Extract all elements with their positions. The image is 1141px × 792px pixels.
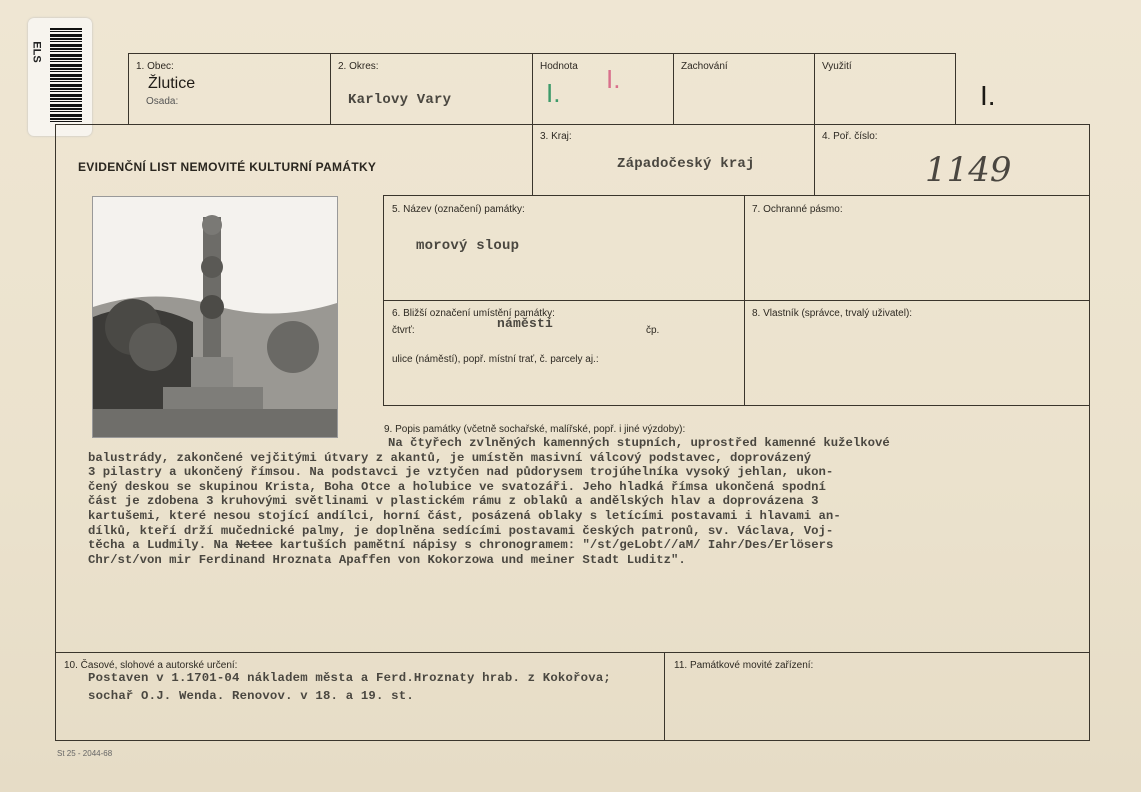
grid-line	[955, 53, 956, 124]
popis-line: 3 pilastry a ukončený římsou. Na podstavci je vztyčen nad půdorysem trojúhelníka vysoký jehlan, ukon-	[88, 465, 834, 480]
form-title: EVIDENČNÍ LIST NEMOVITÉ KULTURNÍ PAMÁTKY	[78, 160, 377, 174]
nazev-value: morový sloup	[416, 238, 520, 254]
zachovani-label: Zachování	[681, 61, 728, 72]
grid-line	[55, 124, 56, 740]
grid-line	[532, 195, 1090, 196]
popis-line: těcha a Ludmily. Na	[88, 538, 229, 553]
grid-line	[55, 124, 1090, 125]
obec-label: 1. Obec:	[136, 61, 174, 72]
casove-line-1: Postaven v 1.1701-04 nákladem města a Ferd.Hroznaty hrab. z Kokořova;	[88, 671, 611, 685]
cp-label: čp.	[646, 325, 660, 336]
hodnota-mark-pink: I.	[606, 64, 621, 94]
nazev-label: 5. Název (označení) památky:	[392, 204, 525, 215]
popis-text	[88, 436, 1100, 567]
hodnota-label: Hodnota	[540, 61, 578, 72]
grid-line	[673, 53, 674, 124]
kraj-value: Západočeský kraj	[617, 156, 755, 172]
popis-line: Chr/st/von mir Ferdinand Hroznata Apaffen von Kokorzowa und meiner Stadt Luditz".	[88, 552, 686, 567]
popis-line: Na čtyřech zvlněných kamenných stupních, uprostřed kamenné kuželkové	[388, 436, 890, 450]
vyuziti-value: I.	[980, 80, 996, 111]
grid-line	[383, 300, 1090, 301]
popis-line: čený deskou se skupinou Krista, Boha Otce a holubice ve svatozáři. Jeho hladká římsa ukončená spodní	[88, 479, 826, 494]
ochranne-pasmo-label: 7. Ochranné pásmo:	[752, 204, 843, 215]
vlastnik-label: 8. Vlastník (správce, trvalý uživatel):	[752, 308, 913, 319]
hodnota-mark-green: I.	[546, 78, 561, 108]
por-cislo-label: 4. Poř. číslo:	[822, 131, 878, 142]
grid-line	[55, 740, 1090, 741]
umisteni-label: 6. Bližší označení umístění památky:	[392, 308, 555, 319]
form-code: St 25 - 2044-68	[57, 749, 113, 758]
popis-line: dílků, kteří drží mučednické palmy, je doplněna sedícími postavami českých patronů, sv. Václava, Voj-	[88, 523, 834, 538]
grid-line	[128, 53, 129, 124]
grid-line	[1089, 124, 1090, 740]
popis-line: balustrády, zakončené vejčitými útvary z akantů, je umístěn masivní válcový podstavec, doprovázený	[88, 450, 812, 465]
plague-column-photo	[93, 197, 337, 437]
grid-line	[55, 652, 1090, 653]
grid-line	[664, 652, 665, 740]
obec-value: Žlutice	[148, 75, 196, 92]
grid-line	[128, 53, 956, 54]
grid-line	[330, 53, 331, 124]
monument-photo	[92, 196, 338, 438]
popis-label: 9. Popis památky (včetně sochařské, malířské, popř. i jiné výzdoby):	[384, 424, 686, 435]
casove-line-2: sochař O.J. Wenda. Renovov. v 18. a 19. st.	[88, 689, 414, 703]
popis-line-with-strike	[88, 538, 1100, 553]
barcode-label	[28, 18, 92, 136]
ulice-label: ulice (náměstí), popř. místní trať, č. parcely aj.:	[392, 354, 599, 365]
struck-word: Netce	[235, 538, 273, 553]
okres-value: Karlovy Vary	[348, 92, 452, 108]
vyuziti-label: Využití	[822, 61, 852, 72]
barcode-icon	[50, 28, 82, 124]
popis-line: kartušemi, které nesou stojící andílci, horní část, posázená oblaky s letícími postavami i hlavami an-	[88, 508, 841, 523]
popis-line: část je zdobena 3 kruhovými světlinami v plastickém rámu z oblaků a andělských hlav a doprovázena 3	[88, 494, 819, 509]
por-cislo-value: 1149	[925, 150, 1012, 190]
popis-line: kartuších pamětní nápisy s chronogramem: "/st/geLobt//aM/ Iahr/Des/Erlösers	[279, 538, 834, 553]
grid-line	[383, 195, 533, 196]
barcode-text: ELS	[30, 41, 43, 63]
kraj-label: 3. Kraj:	[540, 131, 572, 142]
grid-line	[383, 405, 1090, 406]
osada-label: Osada:	[146, 96, 179, 107]
movite-label: 11. Památkové movité zařízení:	[674, 660, 814, 671]
okres-label: 2. Okres:	[338, 61, 379, 72]
ctvrt-value: náměstí	[497, 316, 554, 331]
ctvrt-label: čtvrť:	[392, 325, 415, 336]
casove-label: 10. Časové, slohové a autorské určení:	[64, 660, 238, 671]
